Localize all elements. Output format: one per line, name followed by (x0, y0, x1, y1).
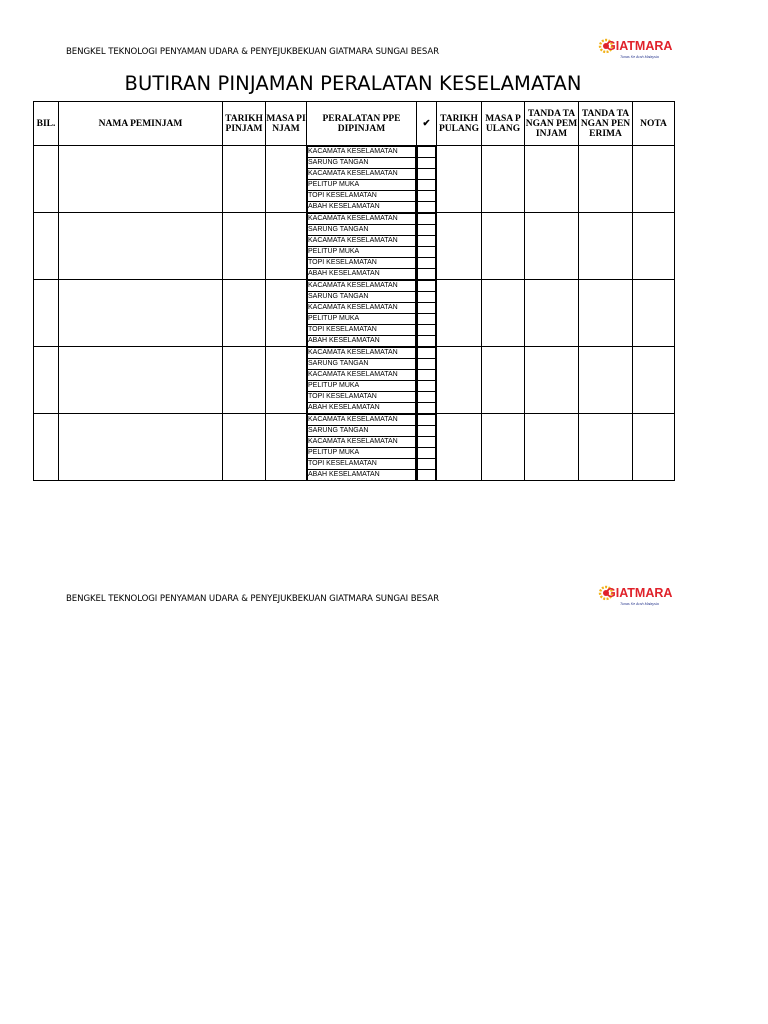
ppe-item: ABAH KESELAMATAN (308, 202, 416, 213)
check-box[interactable] (418, 426, 436, 437)
cell-peralatan (307, 347, 417, 414)
cell-nama-peminjam[interactable] (59, 280, 223, 347)
table-row (34, 347, 675, 414)
check-box[interactable] (418, 470, 436, 481)
check-box[interactable] (418, 147, 436, 158)
table-row (34, 146, 675, 213)
cell-nota[interactable] (633, 347, 675, 414)
ppe-item: PELITUP MUKA (308, 448, 416, 459)
check-box[interactable] (418, 392, 436, 403)
cell-masa-pulang[interactable] (482, 213, 525, 280)
cell-check (417, 347, 437, 414)
cell-masa-pulang[interactable] (482, 347, 525, 414)
cell-ttd-penerima[interactable] (579, 146, 633, 213)
loan-table-body (34, 146, 675, 481)
ppe-item: TOPI KESELAMATAN (308, 191, 416, 202)
ppe-item-list (307, 347, 416, 413)
ppe-item: KACAMATA KESELAMATAN (308, 169, 416, 180)
table-row (34, 414, 675, 481)
cell-check (417, 146, 437, 213)
check-box[interactable] (418, 202, 436, 213)
check-box[interactable] (418, 158, 436, 169)
check-box[interactable] (418, 281, 436, 292)
check-box[interactable] (418, 370, 436, 381)
logo-wordmark: GIATMARA (606, 39, 673, 53)
cell-ttd-penerima[interactable] (579, 414, 633, 481)
cell-tarikh-pinjam[interactable] (223, 280, 266, 347)
workshop-name-footer: BENGKEL TEKNOLOGI PENYAMAN UDARA & PENYEJUKBEKUAN GIATMARA SUNGAI BESAR (66, 594, 440, 604)
check-box[interactable] (418, 314, 436, 325)
check-box[interactable] (418, 415, 436, 426)
col-tarikh-pulang: TARIKH PULANG (437, 102, 482, 146)
col-peralatan: PERALATAN PPE DIPINJAM (307, 102, 417, 146)
cell-peralatan (307, 280, 417, 347)
col-masa-pinjam: MASA PINJAM (266, 102, 307, 146)
cell-check (417, 280, 437, 347)
check-box[interactable] (418, 180, 436, 191)
ppe-item: PELITUP MUKA (308, 247, 416, 258)
table-header-row (34, 102, 675, 146)
cell-check (417, 213, 437, 280)
ppe-item: ABAH KESELAMATAN (308, 269, 416, 280)
cell-peralatan (307, 414, 417, 481)
cell-masa-pinjam[interactable] (266, 347, 307, 414)
cell-ttd-penerima[interactable] (579, 347, 633, 414)
check-box[interactable] (418, 236, 436, 247)
cell-tarikh-pinjam[interactable] (223, 414, 266, 481)
cell-nama-peminjam[interactable] (59, 213, 223, 280)
col-masa-pulang: MASA PULANG (482, 102, 525, 146)
col-tarikh-pinjam: TARIKH PINJAM (223, 102, 266, 146)
check-box[interactable] (418, 459, 436, 470)
check-box[interactable] (418, 359, 436, 370)
check-box[interactable] (418, 325, 436, 336)
col-nota: NOTA (633, 102, 675, 146)
cell-nota[interactable] (633, 280, 675, 347)
cell-bil[interactable] (34, 213, 59, 280)
ppe-item: PELITUP MUKA (308, 314, 416, 325)
cell-tarikh-pulang[interactable] (437, 280, 482, 347)
cell-ttd-peminjam[interactable] (525, 347, 579, 414)
cell-masa-pulang[interactable] (482, 414, 525, 481)
check-box[interactable] (418, 269, 436, 280)
logo-wordmark: GIATMARA (606, 586, 673, 600)
check-box[interactable] (418, 381, 436, 392)
ppe-item-list (307, 146, 416, 212)
cell-tarikh-pinjam[interactable] (223, 146, 266, 213)
check-box[interactable] (418, 448, 436, 459)
cell-tarikh-pulang[interactable] (437, 414, 482, 481)
cell-tarikh-pulang[interactable] (437, 347, 482, 414)
ppe-item: SARUNG TANGAN (308, 292, 416, 303)
workshop-name: BENGKEL TEKNOLOGI PENYAMAN UDARA & PENYEJUKBEKUAN GIATMARA SUNGAI BESAR (66, 47, 440, 57)
loan-table (33, 101, 675, 481)
ppe-item: PELITUP MUKA (308, 180, 416, 191)
cell-ttd-penerima[interactable] (579, 213, 633, 280)
check-box[interactable] (418, 191, 436, 202)
cell-tarikh-pinjam[interactable] (223, 213, 266, 280)
cell-nama-peminjam[interactable] (59, 146, 223, 213)
check-box[interactable] (418, 437, 436, 448)
col-ttd-penerima: TANDA TANGAN PENERIMA (579, 102, 633, 146)
cell-nota[interactable] (633, 146, 675, 213)
ppe-item-list (307, 414, 416, 480)
check-box[interactable] (418, 225, 436, 236)
cell-nama-peminjam[interactable] (59, 347, 223, 414)
giatmara-logo-footer (598, 581, 673, 611)
ppe-item: ABAH KESELAMATAN (308, 470, 416, 481)
cell-tarikh-pinjam[interactable] (223, 347, 266, 414)
cell-tarikh-pulang[interactable] (437, 213, 482, 280)
page-header (0, 34, 768, 68)
cell-check (417, 414, 437, 481)
ppe-item: KACAMATA KESELAMATAN (308, 437, 416, 448)
cell-bil[interactable] (34, 280, 59, 347)
cell-masa-pinjam[interactable] (266, 280, 307, 347)
ppe-item: SARUNG TANGAN (308, 426, 416, 437)
table-row (34, 280, 675, 347)
check-box[interactable] (418, 247, 436, 258)
ppe-item: KACAMATA KESELAMATAN (308, 303, 416, 314)
form-title: BUTIRAN PINJAMAN PERALATAN KESELAMATAN (124, 72, 582, 95)
col-ttd-peminjam: TANDA TANGAN PEMINJAM (525, 102, 579, 146)
cell-nota[interactable] (633, 414, 675, 481)
ppe-item: ABAH KESELAMATAN (308, 336, 416, 347)
cell-bil[interactable] (34, 414, 59, 481)
check-box[interactable] (418, 169, 436, 180)
table-row (34, 213, 675, 280)
ppe-item: KACAMATA KESELAMATAN (308, 236, 416, 247)
ppe-item: KACAMATA KESELAMATAN (308, 214, 416, 225)
cell-ttd-peminjam[interactable] (525, 213, 579, 280)
ppe-item: KACAMATA KESELAMATAN (308, 348, 416, 359)
ppe-item-list (307, 213, 416, 279)
giatmara-logo (598, 34, 673, 64)
cell-masa-pulang[interactable] (482, 146, 525, 213)
cell-ttd-peminjam[interactable] (525, 280, 579, 347)
cell-peralatan (307, 213, 417, 280)
check-box[interactable] (418, 214, 436, 225)
logo-tagline: Tunas Ke Arah Malaysia (620, 55, 659, 59)
cell-bil[interactable] (34, 347, 59, 414)
ppe-item: ABAH KESELAMATAN (308, 403, 416, 414)
logo-tagline: Tunas Ke Arah Malaysia (620, 602, 659, 606)
ppe-item: SARUNG TANGAN (308, 359, 416, 370)
cell-ttd-peminjam[interactable] (525, 146, 579, 213)
ppe-item: TOPI KESELAMATAN (308, 392, 416, 403)
ppe-item: SARUNG TANGAN (308, 158, 416, 169)
col-check: ✔ (417, 102, 437, 146)
ppe-item: KACAMATA KESELAMATAN (308, 370, 416, 381)
check-box[interactable] (418, 348, 436, 359)
cell-nota[interactable] (633, 213, 675, 280)
check-box[interactable] (418, 403, 436, 414)
cell-nama-peminjam[interactable] (59, 414, 223, 481)
ppe-item: TOPI KESELAMATAN (308, 325, 416, 336)
ppe-item: KACAMATA KESELAMATAN (308, 415, 416, 426)
col-nama-peminjam: NAMA PEMINJAM (59, 102, 223, 146)
check-box[interactable] (418, 336, 436, 347)
check-box[interactable] (418, 303, 436, 314)
col-bil: BIL. (34, 102, 59, 146)
ppe-item: KACAMATA KESELAMATAN (308, 281, 416, 292)
cell-tarikh-pulang[interactable] (437, 146, 482, 213)
cell-peralatan (307, 146, 417, 213)
ppe-item: TOPI KESELAMATAN (308, 459, 416, 470)
ppe-item-list (307, 280, 416, 346)
cell-masa-pinjam[interactable] (266, 213, 307, 280)
cell-ttd-penerima[interactable] (579, 280, 633, 347)
ppe-item: SARUNG TANGAN (308, 225, 416, 236)
check-box[interactable] (418, 292, 436, 303)
cell-masa-pinjam[interactable] (266, 146, 307, 213)
ppe-item: PELITUP MUKA (308, 381, 416, 392)
cell-ttd-peminjam[interactable] (525, 414, 579, 481)
cell-masa-pinjam[interactable] (266, 414, 307, 481)
page-footer-header (0, 581, 768, 615)
cell-bil[interactable] (34, 146, 59, 213)
ppe-item: TOPI KESELAMATAN (308, 258, 416, 269)
check-box[interactable] (418, 258, 436, 269)
ppe-item: KACAMATA KESELAMATAN (308, 147, 416, 158)
cell-masa-pulang[interactable] (482, 280, 525, 347)
